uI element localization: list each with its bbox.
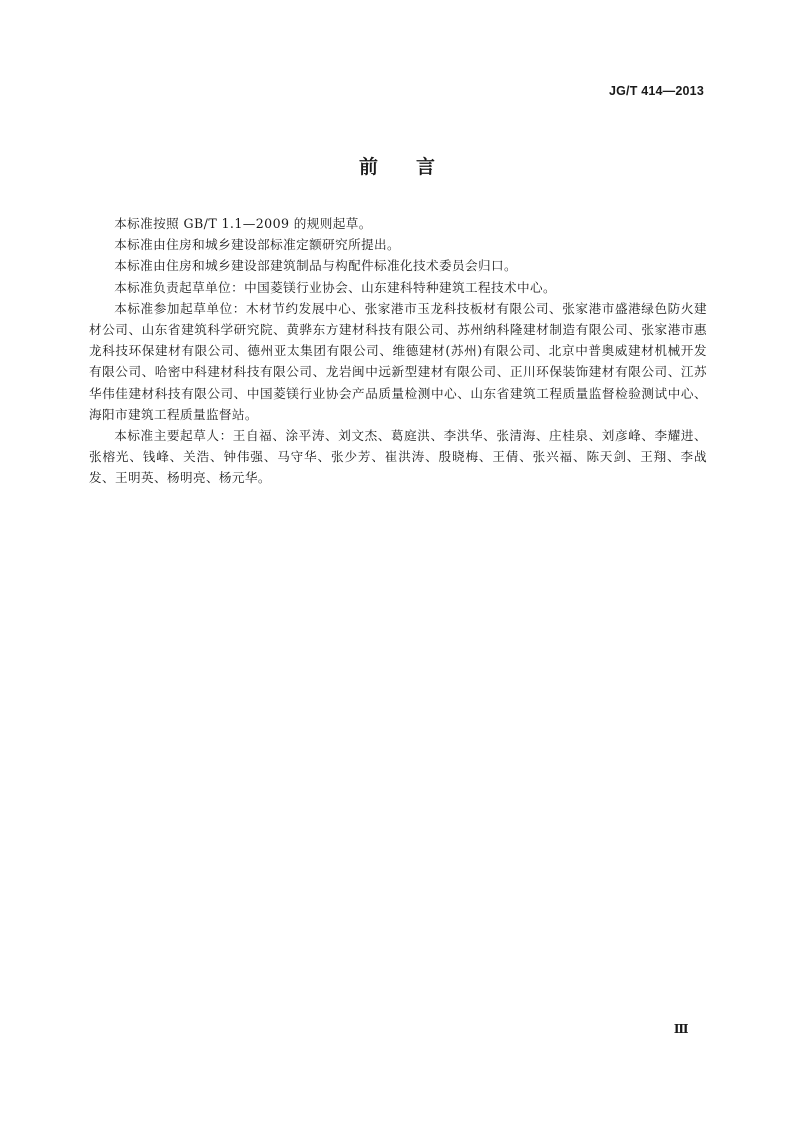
page-title: 前言 [358,156,473,178]
paragraph-participating-drafters: 本标准参加起草单位：木材节约发展中心、张家港市玉龙科技板材有限公司、张家港市盛港绿色防火建材公司、山东省建筑科学研究院、黄骅东方建材科技有限公司、苏州纳科隆建材制造有限公司、张家港市惠龙科技环保建材有限公司、德州亚太集团有限公司、维德建材(苏州)有限公司、北京中普奥威建材机械开发有限公司、哈密中科建材科技有限公司、龙岩闽中远新型建材有限公司、正川环保装饰建材有限公司、江苏华伟佳建材科技有限公司、中国菱镁行业协会产品质量检测中心、山东省建筑工程质量监督检验测试中心、海阳市建筑工程质量监督站。 [89,300,707,422]
page-number: Ⅲ [673,1022,688,1036]
paragraph-main-drafters: 本标准主要起草人：王自福、涂平涛、刘文杰、葛庭洪、李洪华、张清海、庄桂泉、刘彦峰、李耀进、张榕光、钱峰、关浩、钟伟强、马守华、张少芳、崔洪涛、殷晓梅、王倩、张兴福、陈天剑、王翔、李战发、王明英、杨明亮、杨元华。 [89,428,707,486]
paragraph-administrator: 本标准由住房和城乡建设部建筑制品与构配件标准化技术委员会归口。 [114,258,517,274]
standard-code: JG/T 414—2013 [608,84,704,98]
paragraph-lead-drafters: 本标准负责起草单位：中国菱镁行业协会、山东建科特种建筑工程技术中心。 [114,279,556,295]
foreword-body [89,213,707,489]
paragraph-proposer: 本标准由住房和城乡建设部标准定额研究所提出。 [114,237,401,253]
paragraph-drafting-rules: 本标准按照 GB/T 1.1—2009 的规则起草。 [114,216,372,231]
